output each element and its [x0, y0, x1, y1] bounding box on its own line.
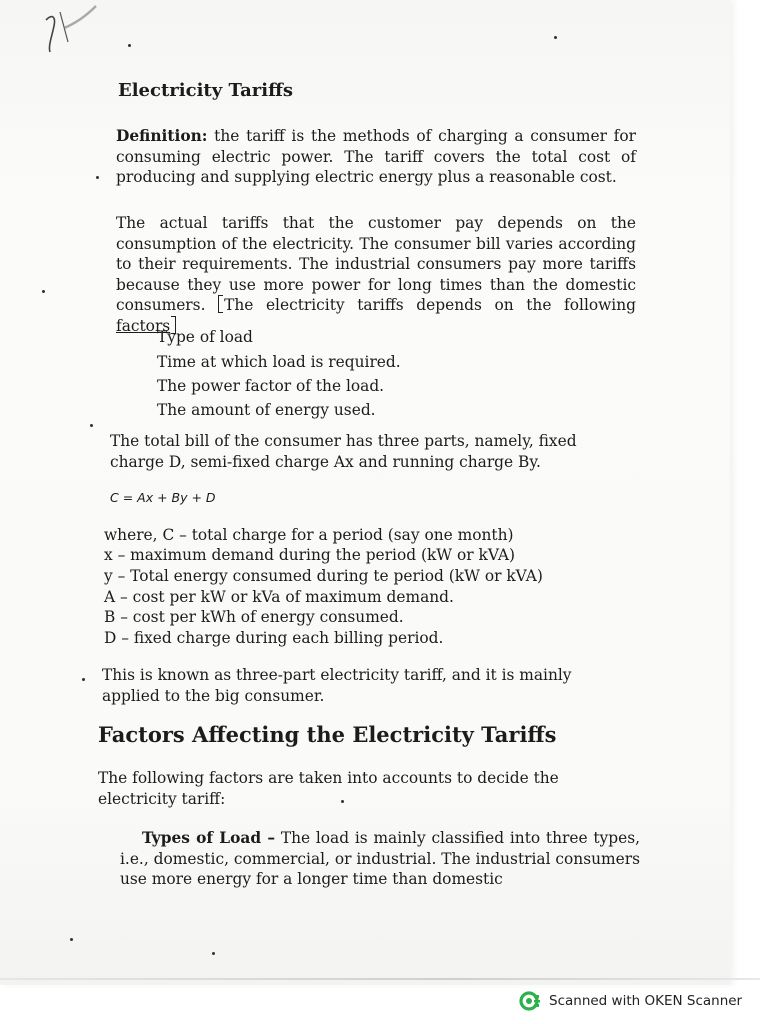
speck — [70, 938, 73, 941]
actual-tariffs-paragraph — [116, 213, 636, 336]
factor-list-item: The amount of energy used. — [157, 401, 376, 419]
scanner-label: Scanned with OKEN Scanner — [549, 993, 743, 1009]
types-of-load-paragraph — [120, 828, 640, 890]
factor-list-item: Time at which load is required. — [157, 353, 401, 371]
definition-line: y – Total energy consumed during te period (kW or kVA) — [104, 567, 543, 585]
speck — [212, 952, 215, 955]
pen-scribble-icon — [38, 2, 100, 56]
definition-line: D – fixed charge during each billing period. — [104, 629, 444, 647]
definition-line: B – cost per kWh of energy consumed. — [104, 608, 404, 626]
actual-tariffs-text: The actual tariffs that the customer pay depends on the consumption of the electricity. The consumer bill varies according to their requirements. The industrial consumers pay more tariffs because they use more power for long times than the domestic consumers. — [116, 214, 636, 314]
factors-underlined: factors — [116, 316, 171, 335]
actual-tariffs-bracketed-text: The electricity tariffs depends on the following — [224, 296, 636, 314]
page-title: Electricity Tariffs — [118, 80, 294, 101]
three-part-paragraph: This is known as three-part electricity tariff, and it is mainly applied to the big consumer. — [102, 666, 572, 705]
factors-intro-paragraph: The following factors are taken into accounts to decide the electricity tariff: — [98, 769, 559, 808]
definition-line: A – cost per kW or kVa of maximum demand. — [104, 588, 454, 606]
total-bill-paragraph: The total bill of the consumer has three parts, namely, fixed charge D, semi-fixed charge Ax and running charge By. — [110, 432, 577, 471]
factor-list-item: The power factor of the load. — [157, 377, 385, 395]
bracket-mark — [218, 295, 223, 313]
definition-text: the tariff is the methods of charging a consumer for consuming electric power. The tariff covers the total cost of producing and supplying electric energy plus a reasonable cost. — [116, 127, 636, 186]
tariff-equation: C = Ax + By + D — [110, 490, 216, 505]
speck — [554, 36, 557, 39]
types-of-load-label: Types of Load – — [142, 829, 276, 847]
speck — [96, 176, 99, 179]
factor-list-item: Type of load — [157, 328, 253, 346]
types-of-load-text: The load is mainly classified into three types, i.e., domestic, commercial, or industrial. The industrial consumers use more energy for a longer time than domestic — [120, 829, 640, 888]
definition-label: Definition: — [116, 127, 208, 145]
speck — [128, 44, 131, 47]
scanner-watermark — [519, 990, 742, 1012]
speck — [42, 290, 45, 293]
section-heading: Factors Affecting the Electricity Tariffs — [98, 722, 557, 747]
speck — [82, 678, 85, 681]
definition-line: where, C – total charge for a period (say one month) — [104, 526, 514, 544]
definition-paragraph — [116, 126, 636, 188]
scanner-logo-icon — [519, 990, 541, 1012]
page-edge — [0, 978, 760, 980]
speck — [90, 424, 93, 427]
definition-line: x – maximum demand during the period (kW or kVA) — [104, 546, 516, 564]
